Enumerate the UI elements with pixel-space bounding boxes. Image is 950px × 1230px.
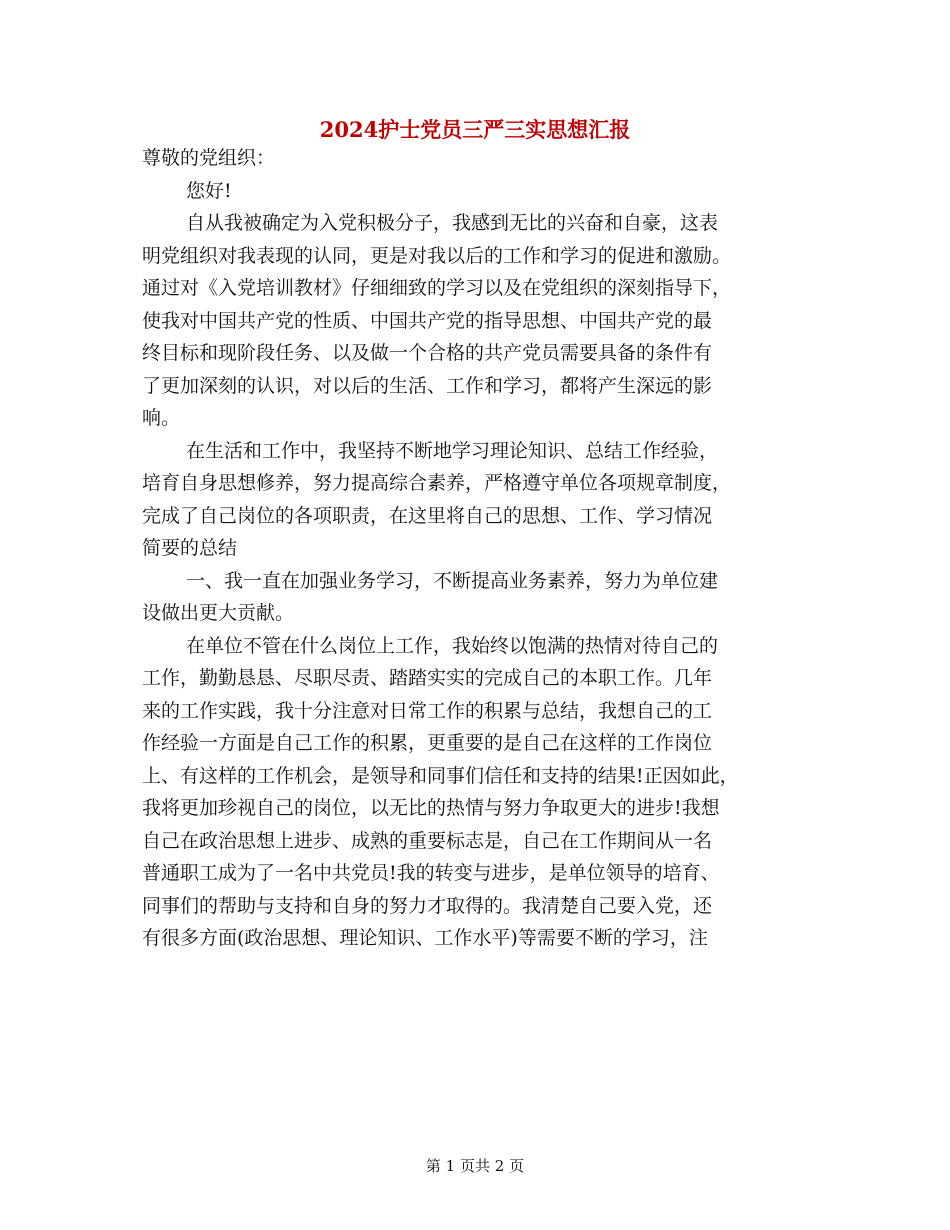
body-line: 设做出更大贡献。: [142, 602, 295, 624]
body-line: 完成了自己岗位的各项职责，在这里将自己的思想、工作、学习情况: [142, 504, 713, 527]
body-line: 响。: [142, 407, 181, 429]
body-line: 尊敬的党组织：: [142, 147, 276, 169]
page-footer: 第 1 页共 2 页: [425, 1157, 525, 1175]
body-line: 终目标和现阶段任务、以及做一个合格的共产党员需要具备的条件有: [142, 342, 713, 364]
body-line: 通过对《入党培训教材》仔细细致的学习以及在党组织的深刻指导下，: [142, 277, 732, 299]
body-line: 来的工作实践，我十分注意对日常工作的积累与总结，我想自己的工: [142, 699, 713, 722]
body-line: 上、有这样的工作机会，是领导和同事们信任和支持的结果!正因如此，: [142, 764, 739, 787]
body-line: 工作，勤勤恳恳、尽职尽责、踏踏实实的完成自己的本职工作。几年: [142, 667, 713, 689]
body-line: 您好!: [186, 179, 232, 202]
body-line: 简要的总结: [142, 537, 238, 559]
body-line: 我将更加珍视自己的岗位，以无比的热情与努力争取更大的进步!我想: [142, 797, 720, 819]
body-line: 明党组织对我表现的认同，更是对我以后的工作和学习的促进和激励。: [142, 244, 732, 267]
body-line: 自己在政治思想上进步、成熟的重要标志是，自己在工作期间从一名: [142, 829, 713, 852]
body-line: 自从我被确定为入党积极分子，我感到无比的兴奋和自豪，这表: [186, 212, 719, 234]
body-line: 使我对中国共产党的性质、中国共产党的指导思想、中国共产党的最: [142, 309, 713, 332]
body-line: 同事们的帮助与支持和自身的努力才取得的。我清楚自己要入党，还: [142, 894, 713, 917]
body-line: 普通职工成为了一名中共党员!我的转变与进步，是单位领导的培育、: [142, 862, 720, 884]
body-line: 有很多方面(政治思想、理论知识、工作水平)等需要不断的学习，注: [142, 927, 708, 949]
body-line: 在单位不管在什么岗位上工作，我始终以饱满的热情对待自己的: [186, 634, 719, 657]
body-line: 在生活和工作中，我坚持不断地学习理论知识、总结工作经验，: [186, 439, 719, 462]
body-line: 一、我一直在加强业务学习，不断提高业务素养，努力为单位建: [186, 569, 719, 592]
document-title: 2024护士党员三严三实思想汇报: [319, 117, 631, 142]
body-line: 作经验一方面是自己工作的积累，更重要的是自己在这样的工作岗位: [142, 732, 713, 754]
document-body: [142, 142, 807, 955]
body-line: 培育自身思想修养，努力提高综合素养，严格遵守单位各项规章制度，: [142, 472, 732, 494]
body-line: 了更加深刻的认识，对以后的生活、工作和学习，都将产生深远的影: [142, 374, 713, 397]
